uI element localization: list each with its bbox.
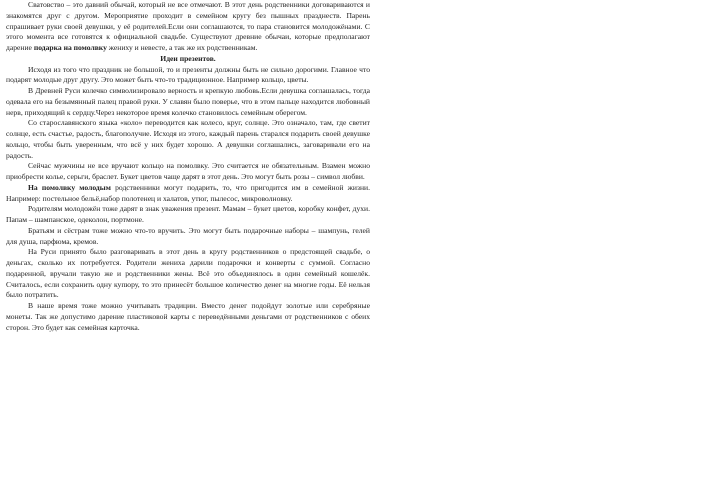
paragraph-8: На Руси принято было разговаривать в этот день в кругу родственников о предстоящей свадьбе, о деньгах, сколько их потребуется. Родители жениха дарили подарочки и конверты с суммой. Согласно подаренной, вручали такую же и родственники жены. Всё это объединялось в один семейный кошелёк. Считалось, если сохранить одну купюру, то это принесёт большое количество денег на многие годы. Её нельзя было потратить.	[6, 247, 370, 300]
intro-paragraph	[6, 0, 370, 54]
section-heading: Идеи презентов.	[160, 53, 216, 63]
paragraph-2: В Древней Руси колечко символизировало верность и крепкую любовь.Если девушка соглашалась, тогда одевала его на безымянный палец правой руки. У славян было поверье, что в этом пальце находится любовный нерв, приходящий к сердцу.Через некоторое время колечко становилось семейным оберегом.	[6, 86, 370, 117]
paragraph-5-bold-phrase: На помолвку молодым	[28, 182, 111, 192]
paragraph-4: Сейчас мужчины не все вручают кольцо на помолвку. Это считается не обязательным. Взамен можно приобрести колье, серьги, браслет. Букет цветов чаще дарят в этот день. Это могут быть розы – символ любви.	[6, 161, 370, 181]
intro-bold-phrase: подарка на помолвку	[33, 43, 107, 52]
paragraph-5	[6, 183, 370, 205]
intro-text: Сватовство – это давний обычай, который не все отмечают. В этот день родственники договариваются и знакомятся друг с другом. Мероприятие проходит в семейном кругу без пышных празднеств. Парень спрашивает руки своей девушки, у её родителей.Если они соглашаются, то пара становится молодожёнами. С этого момента все готовятся к официальной свадьбе. Существуют древние обычаи, которые предполагают дарение	[6, 0, 370, 52]
paragraph-9: В наше время тоже можно учитывать традиции. Вместо денег подойдут золотые или серебряные монеты. Так же допустимо дарение пластиковой карты с переведёнными деньгами от родственников с обеих сторон. Это будет как семейная карточка.	[6, 301, 370, 332]
document-page	[6, 0, 370, 333]
paragraph-6: Родителям молодожён тоже дарят в знак уважения презент. Мамам – букет цветов, коробку конфет, духи. Папам – шампанское, одеколон, портмоне.	[6, 204, 370, 224]
paragraph-3: Со старославянского языка «коло» переводится как колесо, круг, солнце. Это означало, там, где светит солнце, есть счастье, радость, благополучие. Исходя из этого, каждый парень старался подарить своей девушке кольцо, чтобы быть уверенным, что всё у них будет хорошо. А девушки соглашались, заговаривали его на радость.	[6, 118, 370, 160]
intro-text-end: жениху и невесте, а так же их родственникам.	[106, 43, 258, 52]
paragraph-7: Братьям и сёстрам тоже можно что-то вручить. Это могут быть подарочные наборы – шампунь, гелей для душа, парфюма, кремов.	[6, 225, 370, 246]
paragraph-1: Исходя из того что праздник не большой, то и презенты должны быть не сильно дорогими. Главное что подарят молодые друг другу. Это может быть что-то традиционное. Например кольцо, цветы.	[6, 64, 370, 85]
paragraph-5-text: родственники могут подарить, то, что пригодится им в семейной жизни. Например: постельное бельё,набор полотенец и халатов, утюг, пылесос, микроволновку.	[6, 182, 371, 203]
